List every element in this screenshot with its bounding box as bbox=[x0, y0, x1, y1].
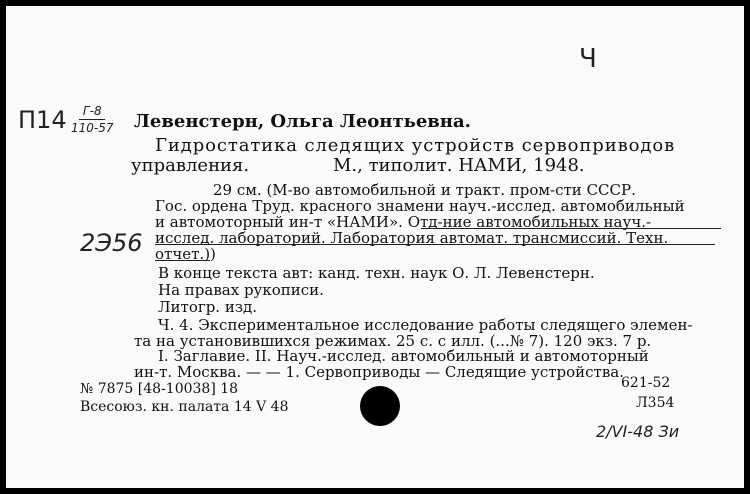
author-heading: Левенстерн, Ольга Леонтьевна. bbox=[134, 111, 471, 132]
fraction-bottom: 110-57 bbox=[71, 121, 114, 135]
pencil-underline bbox=[155, 260, 210, 261]
class-number: 621-52 bbox=[621, 375, 671, 391]
title-line-1: Гидростатика следящих устройств сервоприводов bbox=[155, 135, 676, 156]
record-number: № 7875 [48-10038] 18 bbox=[80, 381, 239, 397]
series-line-5: отчет.)) bbox=[155, 245, 216, 263]
part-line-2: та на установившихся режимах. 25 с. с илл. (...№ 7). 120 экз. 7 р. bbox=[134, 332, 652, 350]
series-line-3: и автомоторный ин-т «НАМИ». Отд-ние автомобильных науч.- bbox=[155, 213, 652, 231]
shelf-fraction bbox=[71, 104, 114, 135]
series-line-4: исслед. лабораторий. Лаборатория автомат. трансмиссий. Техн. bbox=[155, 229, 669, 247]
imprint: М., типолит. НАМИ, 1948. bbox=[333, 155, 585, 176]
note-1: В конце текста авт: канд. техн. наук О. Л. Левенстерн. bbox=[158, 264, 595, 282]
tracing-line-2: ин-т. Москва. — — 1. Сервоприводы — Следящие устройства. bbox=[134, 363, 624, 381]
catalog-card bbox=[6, 6, 744, 488]
date-note: 2/VI-48 Зи bbox=[596, 422, 680, 441]
fraction-bar bbox=[79, 119, 105, 120]
part-line-1: Ч. 4. Экспериментальное исследование работы следящего элемен- bbox=[158, 316, 693, 334]
note-2: На правах рукописи. bbox=[158, 281, 324, 299]
pencil-underline bbox=[155, 244, 715, 245]
title-line-2: управления. bbox=[131, 155, 250, 176]
tracing-line-1: I. Заглавие. II. Науч.-исслед. автомобильный и автомоторный bbox=[158, 347, 649, 365]
book-chamber: Всесоюз. кн. палата 14 V 48 bbox=[80, 399, 289, 415]
note-3: Литогр. изд. bbox=[158, 298, 258, 316]
shelf-code: П14 bbox=[18, 106, 67, 134]
corner-mark: Ч bbox=[579, 44, 597, 74]
size-series: 29 см. (М-во автомобильной и тракт. пром-сти СССР. bbox=[213, 181, 636, 199]
cutter-number: Л354 bbox=[636, 395, 675, 411]
fraction-top: Г-8 bbox=[82, 104, 102, 118]
ink-blot bbox=[360, 386, 400, 426]
margin-code: 2Э56 bbox=[80, 229, 143, 257]
pencil-underline bbox=[421, 228, 721, 229]
series-line-2: Гос. ордена Труд. красного знамени науч.-исслед. автомобильный bbox=[155, 197, 685, 215]
